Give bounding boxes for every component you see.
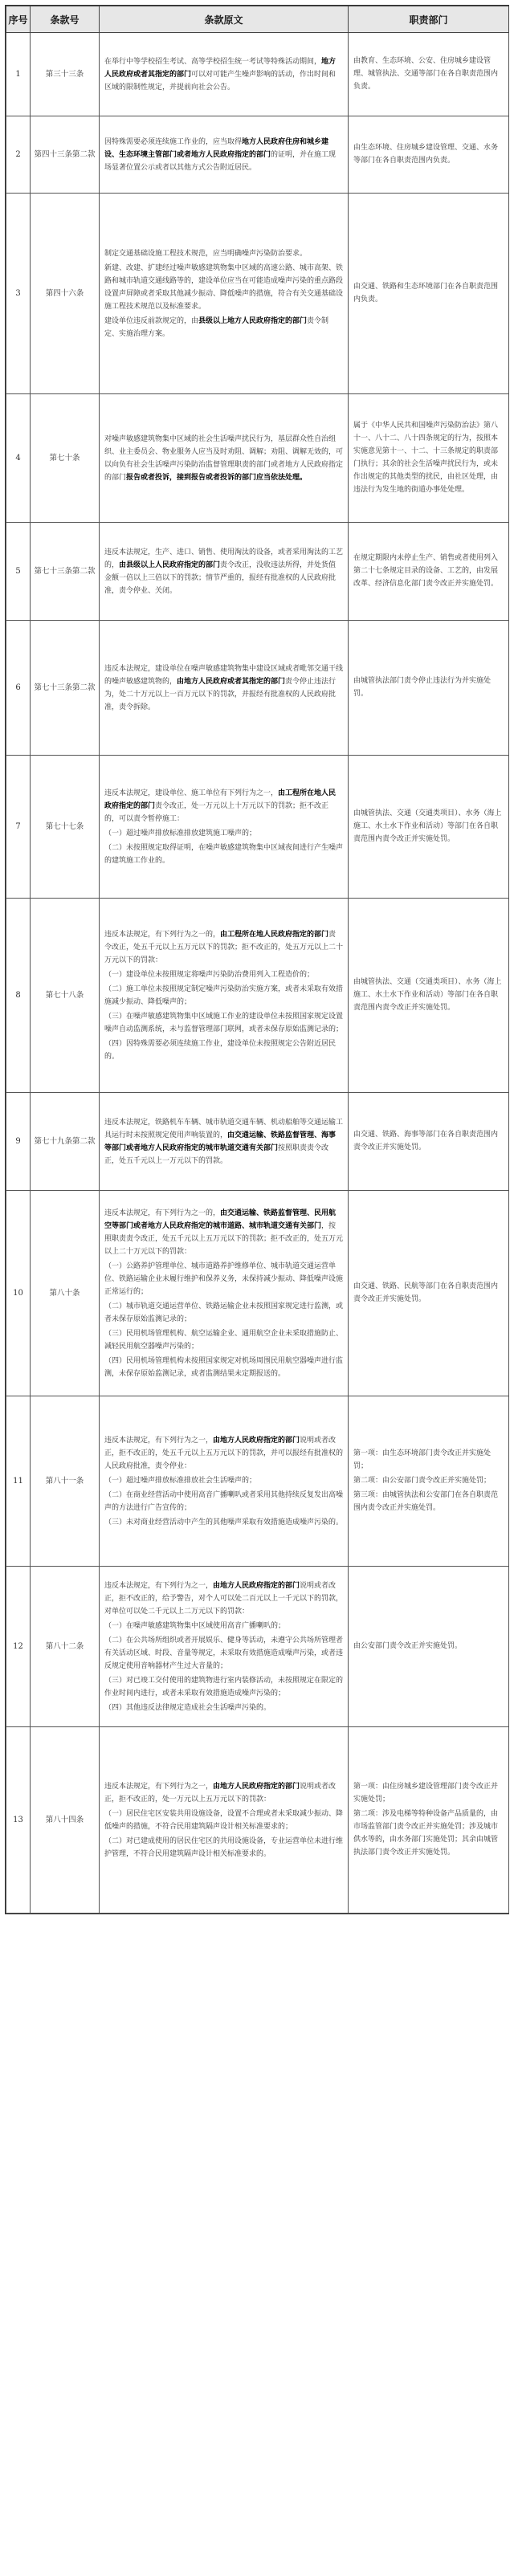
row-number: 13 bbox=[6, 1727, 31, 1914]
table-row bbox=[6, 1396, 509, 1567]
article-number: 第八十二条 bbox=[31, 1567, 100, 1727]
text-segment: 违反本法规定，建设单位在噪声敏感建筑物集中建设区域或者毗邻交通干线的噪声敏感建筑物的， bbox=[104, 664, 344, 686]
dept-line: 第一项：由住房城乡建设管理部门责令改正并实施处罚； bbox=[353, 1782, 499, 1804]
table-row bbox=[6, 33, 509, 116]
responsible-dept-cell bbox=[349, 394, 509, 523]
text-segment: 按照职责责令改正，处五千元以上一万元以下的罚款。 bbox=[104, 1143, 329, 1165]
highlighted-authority: 由交通运输、铁路监督管理、民用航空等部门或者地方人民政府指定的城市道路、城市轨道交通有关部门 bbox=[104, 1209, 337, 1230]
table-row bbox=[6, 116, 509, 194]
article-text-cell bbox=[100, 899, 349, 1093]
article-paragraph bbox=[104, 1474, 343, 1487]
regulation-table bbox=[6, 6, 509, 1914]
article-text-cell bbox=[100, 394, 349, 523]
article-paragraph bbox=[104, 1434, 343, 1473]
article-text-cell bbox=[100, 756, 349, 899]
responsible-dept-cell bbox=[349, 899, 509, 1093]
table-row bbox=[6, 1191, 509, 1396]
text-segment: （二）未按照规定取得证明，在噪声敏感建筑物集中区域夜间进行产生噪声的建筑施工作业的。 bbox=[104, 843, 344, 865]
text-segment: 违反本法规定，有下列行为之一的， bbox=[104, 930, 221, 939]
article-paragraph bbox=[104, 315, 343, 340]
text-segment: ，按照职责责令改正，处五千元以上五万元以下的罚款；拒不改正的，处五万元以上二十万元以下的罚款： bbox=[104, 1221, 344, 1256]
article-text-cell bbox=[100, 116, 349, 194]
article-paragraph bbox=[104, 1634, 343, 1673]
article-paragraph bbox=[104, 1116, 343, 1168]
text-segment: 责令停止违法行为，处二十万元以上一百万元以下的罚款，并报经有批准权的人民政府批准，责令拆除。 bbox=[104, 677, 337, 711]
text-segment: 违反本法规定，有下列行为之一， bbox=[104, 1581, 214, 1590]
article-number: 第七十条 bbox=[31, 394, 100, 523]
article-number: 第三十三条 bbox=[31, 33, 100, 116]
table-body bbox=[6, 33, 509, 1914]
article-paragraph bbox=[104, 1300, 343, 1326]
text-segment: （二）对已建成使用的居民住宅区的共用设施设备，专业运营单位未进行维护管理，不符合民用建筑隔声设计相关标准要求的。 bbox=[104, 1836, 344, 1858]
article-text-cell bbox=[100, 1191, 349, 1396]
row-number: 2 bbox=[6, 116, 31, 194]
article-text-cell bbox=[100, 1567, 349, 1727]
text-segment: 责令改正，没收违法所得，并处货值金额一倍以上三倍以下的罚款；情节严重的，报经有批准权的人民政府批准，责令停业、关闭。 bbox=[104, 560, 337, 595]
text-segment: （一）居民住宅区安装共用设施设备，设置不合理或者未采取减少振动、降低噪声的措施，不符合民用建筑隔声设计相关标准要求的； bbox=[104, 1809, 344, 1831]
row-number: 1 bbox=[6, 33, 31, 116]
article-paragraph bbox=[104, 1674, 343, 1700]
article-number: 第七十三条第二款 bbox=[31, 523, 100, 621]
text-segment: 违反本法规定，有下列行为之一的， bbox=[104, 1209, 221, 1217]
highlighted-authority: 由地方人民政府指定的部门 bbox=[213, 1436, 300, 1445]
article-text-cell bbox=[100, 194, 349, 394]
highlighted-authority: 由县级以上人民政府指定的部门 bbox=[119, 560, 221, 569]
responsible-dept-cell bbox=[349, 1191, 509, 1396]
article-paragraph bbox=[104, 787, 343, 825]
dept-line: 第三项：由城管执法和公安部门在各自职责范围内责令改正并实施处罚。 bbox=[353, 1490, 499, 1512]
table-row bbox=[6, 523, 509, 621]
table-row bbox=[6, 194, 509, 394]
article-paragraph bbox=[104, 1579, 343, 1618]
table-row bbox=[6, 1727, 509, 1914]
article-number: 第八十条 bbox=[31, 1191, 100, 1396]
text-segment: 新建、改建、扩建经过噪声敏感建筑物集中区域的高速公路、城市高架、铁路和城市轨道交通线路等的，建设单位应当在可能造成噪声污染的重点路段设置声屏障或者采取其他减少振动、降低噪声的措施，符合有关交通基础设施工程技术规范以及标准要求。 bbox=[104, 263, 344, 311]
text-segment: （一）超过噪声排放标准排放建筑施工噪声的； bbox=[104, 829, 257, 838]
text-segment: 违反本法规定，有下列行为之一， bbox=[104, 1436, 214, 1445]
text-segment: 违反本法规定，建设单位、施工单位有下列行为之一， bbox=[104, 789, 279, 797]
article-number: 第七十九条第二款 bbox=[31, 1093, 100, 1191]
row-number: 7 bbox=[6, 756, 31, 899]
text-segment: 违反本法规定，铁路机车车辆、城市轨道交通车辆、机动船舶等交通运输工具运行时未按照规定使用声响装置的， bbox=[104, 1118, 344, 1139]
responsible-dept-cell bbox=[349, 1396, 509, 1567]
text-segment: 的证明，并在施工现场显著位置公示或者以其他方式公告附近居民。 bbox=[104, 150, 337, 172]
text-segment: 因特殊需要必须连续施工作业的，应当取得 bbox=[104, 137, 243, 146]
article-paragraph bbox=[104, 968, 343, 981]
text-segment: 责令改正，处一万元以上十万元以下的罚款；拒不改正的，可以责令暂停施工： bbox=[104, 801, 329, 823]
article-paragraph bbox=[104, 55, 343, 94]
text-segment: （一）在噪声敏感建筑物集中区域使用高音广播喇叭的； bbox=[104, 1621, 286, 1630]
highlighted-authority: 县级以上地方人民政府指定的部门 bbox=[198, 316, 308, 325]
article-paragraph bbox=[104, 1207, 343, 1258]
text-segment: 违反本法规定，生产、进口、销售、使用淘汰的设备，或者采用淘汰的工艺的， bbox=[104, 548, 344, 569]
text-segment: 在举行中等学校招生考试、高等学校招生统一考试等特殊活动期间， bbox=[104, 57, 322, 66]
article-number: 第七十三条第二款 bbox=[31, 621, 100, 756]
text-segment: （二）施工单位未按照规定制定噪声污染防治实施方案，或者未采取有效措施减少振动、降低噪声的； bbox=[104, 984, 344, 1006]
responsible-dept-cell bbox=[349, 1567, 509, 1727]
text-segment: （四）因特殊需要必须连续施工作业，建设单位未按照规定公告附近居民的。 bbox=[104, 1039, 337, 1061]
responsible-dept-cell bbox=[349, 523, 509, 621]
text-segment: （二）在商业经营活动中使用高音广播喇叭或者采用其他持续反复发出高噪声的方法进行广告宣传的； bbox=[104, 1490, 344, 1512]
article-paragraph bbox=[104, 433, 343, 484]
article-paragraph bbox=[104, 1620, 343, 1632]
responsible-dept-cell bbox=[349, 1093, 509, 1191]
dept-line: 第一项：由生态环境部门责令改正并实施处罚； bbox=[353, 1449, 492, 1470]
table-row bbox=[6, 394, 509, 523]
row-number: 9 bbox=[6, 1093, 31, 1191]
article-paragraph bbox=[104, 1702, 343, 1714]
dept-line: 由交通、铁路、民航等部门在各自职责范围内责令改正并实施处罚。 bbox=[353, 1282, 499, 1303]
text-segment: （四）其他违反法律规定造成社会生活噪声污染的。 bbox=[104, 1703, 271, 1712]
row-number: 4 bbox=[6, 394, 31, 523]
text-segment: （一）超过噪声排放标准排放社会生活噪声的； bbox=[104, 1476, 257, 1485]
text-segment: （三）对已竣工交付使用的建筑物进行室内装修活动，未按照规定在限定的作业时间内进行，或者未采取有效措施造成噪声污染的； bbox=[104, 1676, 344, 1698]
text-segment: （三）民用机场管理机构、航空运输企业、通用航空企业未采取措施防止、减轻民用航空器噪声污染的； bbox=[104, 1329, 344, 1351]
row-number: 6 bbox=[6, 621, 31, 756]
dept-line: 由城管执法、交通（交通类项目）、水务（海上施工、水土水下作业和活动）等部门在各自职责范围内责令改正并实施处罚。 bbox=[353, 977, 502, 1012]
table-row bbox=[6, 1567, 509, 1727]
header-no: 序号 bbox=[6, 6, 31, 33]
highlighted-authority: 报告或者投诉，接到报告或者投诉的部门应当依法处理。 bbox=[126, 473, 308, 482]
dept-line: 在规定期限内未停止生产、销售或者使用列入第二十七条规定目录的设备、工艺的，由发展改革、经济信息化部门责令改正并实施处罚。 bbox=[353, 553, 499, 588]
article-paragraph bbox=[104, 1489, 343, 1514]
row-number: 10 bbox=[6, 1191, 31, 1396]
article-number: 第八十一条 bbox=[31, 1396, 100, 1567]
highlighted-authority: 地方人民政府或者其指定的部门 bbox=[104, 57, 337, 79]
dept-line: 由交通、铁路、海事等部门在各自职责范围内责令改正并实施处罚。 bbox=[353, 1130, 499, 1151]
text-segment: （一）公路养护管理单位、城市道路养护维修单位、城市轨道交通运营单位、铁路运输企业未履行维护和保养义务，未保持减少振动、降低噪声设施正常运行的； bbox=[104, 1262, 344, 1296]
article-paragraph bbox=[104, 1780, 343, 1806]
row-number: 3 bbox=[6, 194, 31, 394]
article-paragraph bbox=[104, 136, 343, 174]
table-row bbox=[6, 621, 509, 756]
article-paragraph bbox=[104, 1835, 343, 1861]
article-number: 第四十三条第二款 bbox=[31, 116, 100, 194]
row-number: 8 bbox=[6, 899, 31, 1093]
highlighted-authority: 由地方人民政府指定的部门 bbox=[213, 1782, 300, 1791]
text-segment: 责令改正，处五千元以上五万元以下的罚款；拒不改正的，处五万元以上二十万元以下的罚款： bbox=[104, 930, 344, 964]
highlighted-authority: 由工程所在地人民政府指定的部门 bbox=[104, 789, 337, 810]
text-segment: 建设单位违反前款规定的，由 bbox=[104, 316, 199, 325]
table-header-row bbox=[6, 6, 509, 33]
header-dept: 职责部门 bbox=[349, 6, 509, 33]
text-segment: 说明或者改正，拒不改正的，处一万元以上五万元以下的罚款： bbox=[104, 1782, 337, 1804]
highlighted-authority: 由工程所在地人民政府指定的部门 bbox=[220, 930, 329, 939]
article-paragraph bbox=[104, 842, 343, 867]
article-text-cell bbox=[100, 523, 349, 621]
text-segment: 说明或者改正，拒不改正的，给予警告，对个人可以处二百元以上一千元以下的罚款，对单位可以处二千元以上二万元以下的罚款： bbox=[104, 1581, 344, 1616]
dept-line: 由生态环境、住房城乡建设管理、交通、水务等部门在各自职责范围内负责。 bbox=[353, 143, 499, 165]
article-paragraph bbox=[104, 827, 343, 840]
dept-line: 由城管执法部门责令停止违法行为并实施处罚。 bbox=[353, 676, 492, 698]
article-number: 第七十八条 bbox=[31, 899, 100, 1093]
highlighted-authority: 由交通运输、铁路监督管理、海事等部门或者地方人民政府指定的城市轨道交通有关部门 bbox=[104, 1131, 337, 1152]
article-paragraph bbox=[104, 247, 343, 260]
text-segment: 制定交通基础设施工程技术规范，应当明确噪声污染防治要求。 bbox=[104, 249, 308, 258]
text-segment: 责令制定、实施治理方案。 bbox=[104, 316, 329, 338]
highlighted-authority: 地方人民政府住房和城乡建设、生态环境主管部门或者地方人民政府指定的部门 bbox=[104, 137, 329, 159]
row-number: 5 bbox=[6, 523, 31, 621]
article-paragraph bbox=[104, 1327, 343, 1353]
header-article: 条款号 bbox=[31, 6, 100, 33]
text-segment: （二）在公共场所组织或者开展娱乐、健身等活动，未遵守公共场所管理者有关活动区域、时段、音量等规定，未采取有效措施造成噪声污染，或者违反规定使用音响器材产生过大音量的； bbox=[104, 1636, 344, 1670]
responsible-dept-cell bbox=[349, 194, 509, 394]
article-number: 第七十七条 bbox=[31, 756, 100, 899]
text-segment: 违反本法规定，有下列行为之一， bbox=[104, 1782, 214, 1791]
article-paragraph bbox=[104, 983, 343, 1009]
text-segment: 可以对可能产生噪声影响的活动，作出时间和区域的限制性规定，并提前向社会公告。 bbox=[104, 70, 337, 92]
article-paragraph bbox=[104, 928, 343, 967]
responsible-dept-cell bbox=[349, 1727, 509, 1914]
article-paragraph bbox=[104, 546, 343, 597]
article-paragraph bbox=[104, 1037, 343, 1063]
text-segment: 对噪声敏感建筑物集中区域的社会生活噪声扰民行为，基层群众性自治组织、业主委员会、物业服务人应当及时劝阻、调解；劝阻、调解无效的，可以向负有社会生活噪声污染防治监督管理职责的部门或者地方人民政府指定的部门 bbox=[104, 434, 344, 482]
text-segment: （四）民用机场管理机构未按照国家规定对机场周围民用航空器噪声进行监测，未保存原始监测记录，或者监测结果未定期报送的。 bbox=[104, 1356, 344, 1378]
dept-line: 由教育、生态环境、公安、住房城乡建设管理、城管执法、交通等部门在各自职责范围内负责。 bbox=[353, 56, 499, 91]
article-number: 第四十六条 bbox=[31, 194, 100, 394]
table-row bbox=[6, 1093, 509, 1191]
article-text-cell bbox=[100, 621, 349, 756]
article-paragraph bbox=[104, 1260, 343, 1298]
article-number: 第八十四条 bbox=[31, 1727, 100, 1914]
dept-line: 由交通、铁路和生态环境部门在各自职责范围内负责。 bbox=[353, 282, 499, 304]
table-row bbox=[6, 899, 509, 1093]
article-text-cell bbox=[100, 1396, 349, 1567]
row-number: 11 bbox=[6, 1396, 31, 1567]
header-text: 条款原文 bbox=[100, 6, 349, 33]
table-row bbox=[6, 756, 509, 899]
responsible-dept-cell bbox=[349, 33, 509, 116]
text-segment: （三）在噪声敏感建筑物集中区域施工作业的建设单位未按照国家规定设置噪声自动监测系统，未与监督管理部门联网，或者未保存原始监测记录的； bbox=[104, 1012, 344, 1033]
text-segment: （三）未对商业经营活动中产生的其他噪声采取有效措施造成噪声污染的。 bbox=[104, 1518, 344, 1526]
highlighted-authority: 由地方人民政府或者其指定的部门 bbox=[177, 677, 286, 686]
text-segment: （二）城市轨道交通运营单位、铁路运输企业未按照国家规定进行监测，或者未保存原始监测记录的； bbox=[104, 1302, 344, 1323]
article-paragraph bbox=[104, 1516, 343, 1529]
responsible-dept-cell bbox=[349, 756, 509, 899]
row-number: 12 bbox=[6, 1567, 31, 1727]
highlighted-authority: 由地方人民政府指定的部门 bbox=[213, 1581, 300, 1590]
dept-line: 由公安部门责令改正并实施处罚。 bbox=[353, 1641, 463, 1650]
text-segment: 说明或者改正，拒不改正的，处五千元以上五万元以下的罚款，并可以报经有批准权的人民政府批准，责令停业： bbox=[104, 1436, 344, 1470]
article-paragraph bbox=[104, 262, 343, 313]
article-paragraph bbox=[104, 662, 343, 714]
text-segment: （一）建设单位未按照规定将噪声污染防治费用列入工程造价的； bbox=[104, 970, 315, 979]
responsible-dept-cell bbox=[349, 116, 509, 194]
article-text-cell bbox=[100, 1093, 349, 1191]
dept-line: 第二项：涉及电梯等特种设备产品质量的，由市场监管部门责令改正并实施处罚；涉及城市供水等的，由水务部门实施处罚；其余由城管执法部门责令改正并实施处罚。 bbox=[353, 1809, 499, 1857]
article-paragraph bbox=[104, 1808, 343, 1833]
dept-line: 由城管执法、交通（交通类项目）、水务（海上施工、水土水下作业和活动）等部门在各自职责范围内责令改正并实施处罚。 bbox=[353, 809, 502, 843]
responsible-dept-cell bbox=[349, 621, 509, 756]
dept-line: 第二项：由公安部门责令改正并实施处罚； bbox=[353, 1476, 492, 1485]
article-paragraph bbox=[104, 1355, 343, 1380]
dept-line: 属于《中华人民共和国噪声污染防治法》第八十一、八十二、八十四条规定的行为，按照本实施意见第十一、十二、十三条规定的职责部门执行；其余的社会生活噪声扰民行为，或未作出规定的其他类型的扰民，由社区处理，由违法行为发生地的街道办事处处理。 bbox=[353, 421, 499, 494]
article-text-cell bbox=[100, 1727, 349, 1914]
article-text-cell bbox=[100, 33, 349, 116]
regulation-table-page bbox=[5, 5, 509, 1914]
article-paragraph bbox=[104, 1010, 343, 1036]
